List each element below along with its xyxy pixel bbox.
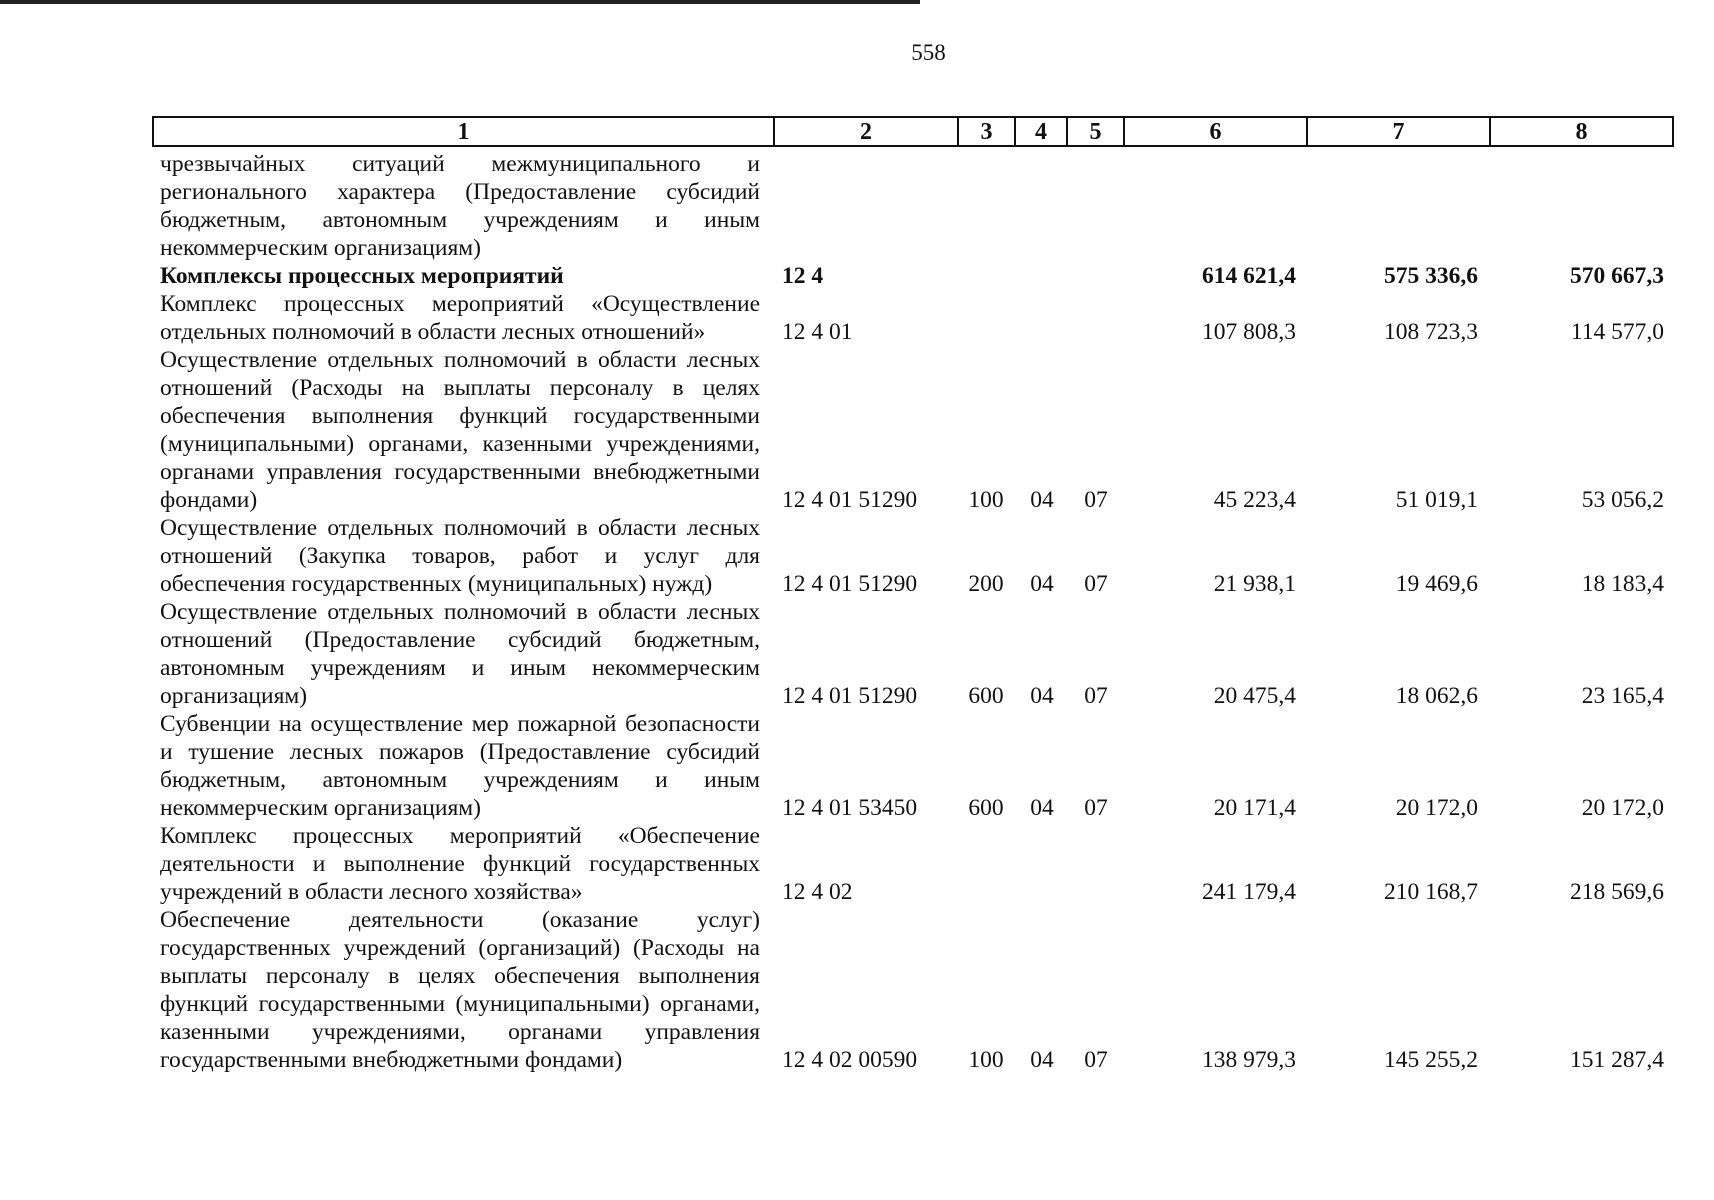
row-code: 12 4 01 51290: [782, 571, 918, 597]
row-description: Осуществление отдельных полномочий в области лесных отношений (Закупка товаров, работ и услуг для обеспечения государственных (муниципальных) нужд): [160, 515, 760, 597]
row-year3-amount: 20 172,0: [1581, 795, 1664, 821]
row-year1-amount: 138 979,3: [1202, 1047, 1296, 1073]
column-header-table: [152, 116, 1674, 147]
table-row: [0, 290, 1714, 346]
row-year1-amount: 107 808,3: [1202, 319, 1296, 345]
row-year3-amount: 23 165,4: [1581, 683, 1664, 709]
row-section: 04: [1030, 795, 1054, 821]
row-year3-amount: 53 056,2: [1581, 487, 1664, 513]
row-code: 12 4 01 51290: [782, 487, 918, 513]
row-year1-amount: 21 938,1: [1213, 571, 1296, 597]
row-year1-amount: 241 179,4: [1202, 879, 1296, 905]
row-year3-amount: 218 569,6: [1570, 879, 1664, 905]
header-row: [153, 117, 1673, 146]
table-row: [0, 514, 1714, 598]
table-row: [0, 150, 1714, 262]
row-expense-type: 600: [968, 795, 1004, 821]
row-description: Субвенции на осуществление мер пожарной безопасности и тушение лесных пожаров (Предоставление субсидий бюджетным, автономным учреждениям и иным некоммерческим организациям): [160, 711, 760, 821]
table-row: [0, 262, 1714, 290]
row-year2-amount: 108 723,3: [1384, 319, 1478, 345]
row-year3-amount: 114 577,0: [1570, 319, 1664, 345]
row-description: Комплекс процессных мероприятий «Осуществление отдельных полномочий в области лесных отношений»: [160, 291, 760, 345]
row-code: 12 4 02: [782, 879, 853, 905]
row-code: 12 4 01 51290: [782, 683, 918, 709]
row-section: 04: [1030, 487, 1054, 513]
row-subsection: 07: [1084, 1047, 1108, 1073]
header-col-3: 3: [958, 117, 1015, 146]
row-code: 12 4 01: [782, 319, 853, 345]
row-year2-amount: 18 062,6: [1395, 683, 1478, 709]
row-section: 04: [1030, 683, 1054, 709]
row-year3-amount: 18 183,4: [1581, 571, 1664, 597]
row-year1-amount: 20 475,4: [1213, 683, 1296, 709]
row-code: 12 4 02 00590: [782, 1047, 918, 1073]
row-subsection: 07: [1084, 683, 1108, 709]
header-col-2: 2: [774, 117, 958, 146]
row-year1-amount: 20 171,4: [1213, 795, 1296, 821]
row-year2-amount: 19 469,6: [1395, 571, 1478, 597]
table-row: [0, 710, 1714, 822]
row-expense-type: 200: [968, 571, 1004, 597]
row-code: 12 4 01 53450: [782, 795, 918, 821]
row-expense-type: 100: [968, 487, 1004, 513]
row-description: Осуществление отдельных полномочий в области лесных отношений (Предоставление субсидий бюджетным, автономным учреждениям и иным некоммерческим организациям): [160, 599, 760, 709]
row-year2-amount: 145 255,2: [1384, 1047, 1478, 1073]
header-col-7: 7: [1307, 117, 1490, 146]
table-row: [0, 598, 1714, 710]
table-row: [0, 346, 1714, 514]
row-description: Комплекс процессных мероприятий «Обеспечение деятельности и выполнение функций государственных учреждений в области лесного хозяйства»: [160, 823, 760, 905]
row-description: Осуществление отдельных полномочий в области лесных отношений (Расходы на выплаты персоналу в целях обеспечения выполнения функций государственными (муниципальными) органами, казенными учреждениями, органами управления государственными внебюджетными фондами): [160, 347, 760, 513]
row-subsection: 07: [1084, 795, 1108, 821]
row-year2-amount: 20 172,0: [1395, 795, 1478, 821]
row-year3-amount: 151 287,4: [1570, 1047, 1664, 1073]
row-year3-amount: 570 667,3: [1570, 263, 1664, 289]
row-year2-amount: 51 019,1: [1395, 487, 1478, 513]
header-col-1: 1: [153, 117, 774, 146]
header-col-4: 4: [1015, 117, 1067, 146]
row-section: 04: [1030, 1047, 1054, 1073]
table-row: [0, 822, 1714, 906]
scan-edge-line: [0, 0, 920, 4]
row-year2-amount: 210 168,7: [1384, 879, 1478, 905]
row-code: 12 4: [782, 263, 824, 289]
header-col-5: 5: [1067, 117, 1124, 146]
row-description: чрезвычайных ситуаций межмуниципального и регионального характера (Предоставление субсидий бюджетным, автономным учреждениям и иным некоммерческим организациям): [160, 151, 760, 261]
row-year2-amount: 575 336,6: [1384, 263, 1478, 289]
row-subsection: 07: [1084, 571, 1108, 597]
row-expense-type: 600: [968, 683, 1004, 709]
header-col-6: 6: [1124, 117, 1307, 146]
table-row: [0, 906, 1714, 1074]
row-section: 04: [1030, 571, 1054, 597]
row-description: Обеспечение деятельности (оказание услуг) государственных учреждений (организаций) (Расходы на выплаты персоналу в целях обеспечения выполнения функций государственными (муниципальными) органами, казенными учреждениями, органами управления государственными внебюджетными фондами): [160, 907, 760, 1073]
budget-rows: [0, 150, 1714, 1074]
row-year1-amount: 45 223,4: [1213, 487, 1296, 513]
row-subsection: 07: [1084, 487, 1108, 513]
header-col-8: 8: [1490, 117, 1673, 146]
row-description: Комплексы процессных мероприятий: [160, 263, 564, 289]
row-expense-type: 100: [968, 1047, 1004, 1073]
page-number: 558: [911, 40, 946, 65]
row-year1-amount: 614 621,4: [1202, 263, 1296, 289]
